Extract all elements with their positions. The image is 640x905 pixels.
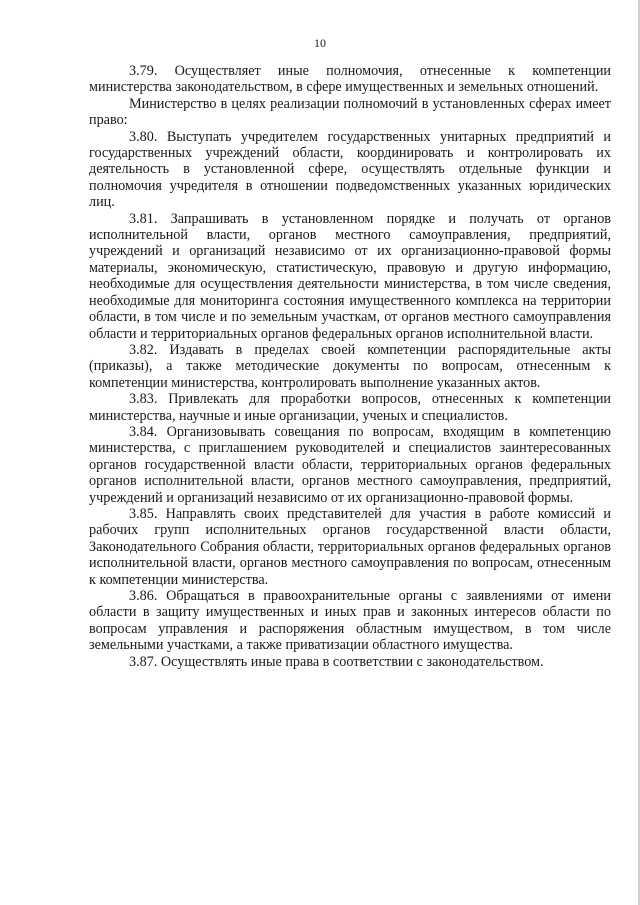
paragraph-3-82: 3.82. Издавать в пределах своей компетенции распорядительные акты (приказы), а также методические документы по вопросам, отнесенным к компетенции министерства, контролировать выполнение указанных актов. xyxy=(89,341,611,391)
paragraph-3-85: 3.85. Направлять своих представителей для участия в работе комиссий и рабочих групп исполнительных органов государственной власти области, Законодательного Собрания области, территориальных органов федеральных органов исполнительной власти, органов местного самоуправления по вопросам, отнесенным к компетенции министерства. xyxy=(89,505,611,588)
document-body xyxy=(89,63,611,670)
paragraph-rights-intro: Министерство в целях реализации полномочий в установленных сферах имеет право: xyxy=(89,95,611,129)
paragraph-3-81: 3.81. Запрашивать в установленном порядке и получать от органов исполнительной власти, органов местного самоуправления, предприятий, учреждений и организаций независимо от их организационно-правовой формы материалы, экономическую, статистическую, правовую и другую информацию, необходимые для осуществления деятельности министерства, в том числе сведения, необходимые для мониторинга состояния имущественного комплекса на территории области, в том числе и по земельным участкам, от органов местного самоуправления области и территориальных органов федеральных органов исполнительной власти. xyxy=(89,210,611,342)
paragraph-3-79: 3.79. Осуществляет иные полномочия, отнесенные к компетенции министерства законодательством, в сфере имущественных и земельных отношений. xyxy=(89,63,611,96)
paragraph-3-84: 3.84. Организовывать совещания по вопросам, входящим в компетенцию министерства, с приглашением руководителей и специалистов заинтересованных органов государственной власти области, территориальных органов федеральных органов исполнительной власти, органов местного самоуправления, предприятий, учреждений и организаций независимо от их организационно-правовой формы. xyxy=(89,423,611,506)
paragraph-3-83: 3.83. Привлекать для проработки вопросов, отнесенных к компетенции министерства, научные и иные организации, ученых и специалистов. xyxy=(89,391,611,424)
page-number: 10 xyxy=(314,36,326,50)
paragraph-3-80: 3.80. Выступать учредителем государственных унитарных предприятий и государственных учреждений области, координировать и контролировать их деятельность в установленной сфере, осуществлять отдельные функции и полномочия учредителя в отношении подведомственных указанных юридических лиц. xyxy=(89,128,611,211)
paragraph-3-86: 3.86. Обращаться в правоохранительные органы с заявлениями от имени области в защиту имущественных и иных прав и законных интересов области по вопросам управления и распоряжения областным имуществом, в том числе земельными участками, а также приватизации областного имущества. xyxy=(89,588,611,654)
paragraph-3-87: 3.87. Осуществлять иные права в соответствии с законодательством. xyxy=(129,653,544,670)
